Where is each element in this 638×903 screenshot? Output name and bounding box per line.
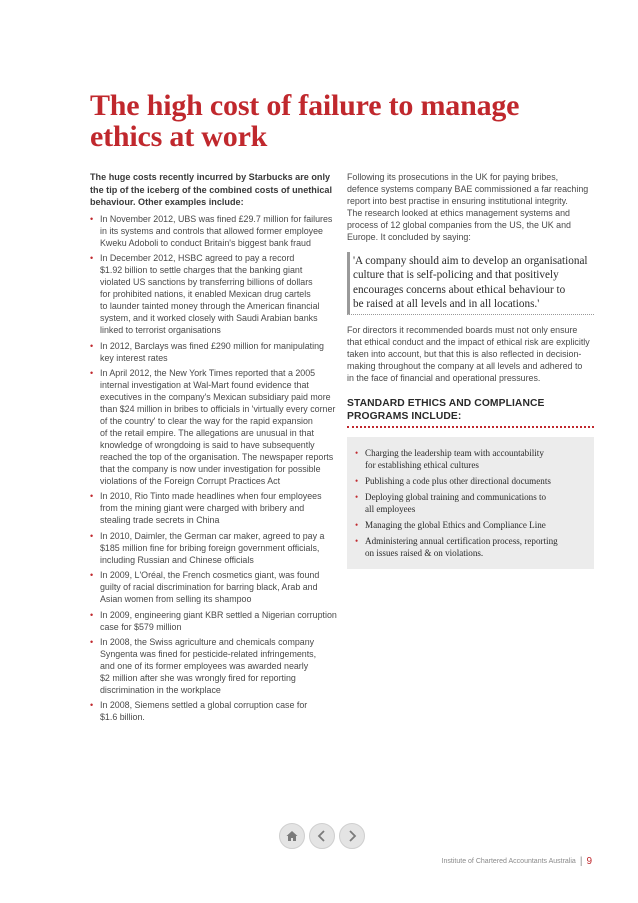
footer-org: Institute of Chartered Accountants Australia: [441, 858, 576, 865]
examples-list: [90, 213, 342, 724]
program-item-line: Publishing a code plus other directional documents: [365, 476, 551, 487]
bullet-icon: •: [90, 340, 94, 351]
program-item: [355, 535, 586, 559]
directors-line: making throughout the company at all levels and adhered to: [347, 361, 583, 372]
program-item: [355, 475, 586, 487]
dotted-divider: [347, 426, 594, 428]
example-item: [90, 530, 342, 566]
example-item-line: internal investigation at Wal-Mart found evidence that: [100, 379, 309, 390]
example-item-line: of the country' to clear the way for the rapid expansion: [100, 415, 313, 426]
bullet-icon: •: [355, 448, 359, 459]
example-item-line: violations of the Foreign Corrupt Practices Act: [100, 475, 281, 486]
directors-paragraph: [347, 324, 594, 384]
intro-line: report into best practise in ensuring institutional integrity.: [347, 196, 568, 206]
lead-line: behaviour. Other examples include:: [90, 197, 244, 208]
bullet-icon: •: [90, 491, 94, 502]
quote-line: culture that is self-policing and that positively: [353, 269, 559, 282]
example-item-line: In 2012, Barclays was fined £290 million for manipulating: [100, 340, 324, 351]
example-item: [90, 252, 342, 336]
example-item-line: Asian women from selling its shampoo: [100, 594, 252, 605]
example-item-line: $185 million fine for bribing foreign government officials,: [100, 542, 320, 553]
example-item-line: In November 2012, UBS was fined £29.7 million for failures: [100, 213, 333, 224]
lead-line: the tip of the iceberg of the combined costs of unethical: [90, 184, 333, 195]
example-item-line: $2 million after she was wrongly fired for reporting: [100, 672, 296, 683]
bullet-icon: •: [90, 253, 94, 264]
example-item-line: to launder tainted money through the American financial: [100, 301, 320, 312]
chevron-left-icon: [315, 829, 329, 843]
page-navigation: [279, 823, 365, 849]
example-item-line: than $24 million in bribes to officials in 'virtually every corner: [100, 403, 336, 414]
example-item: [90, 699, 342, 723]
bullet-icon: •: [90, 367, 94, 378]
intro-line: The research looked at ethics management systems and: [347, 208, 570, 218]
example-item-line: guilty of racial discrimination for barring black, Arab and: [100, 582, 318, 593]
right-column: [347, 171, 594, 569]
example-item-line: In 2010, Daimler, the German car maker, agreed to pay a: [100, 530, 325, 541]
example-item-line: In 2008, the Swiss agriculture and chemicals company: [100, 636, 315, 647]
directors-line: For directors it recommended boards must not only ensure: [347, 325, 578, 336]
example-item-line: of the retail empire. The allegations are unusual in that: [100, 427, 314, 438]
intro-line: defence systems company BAE commissioned a far reaching: [347, 184, 589, 194]
bullet-icon: •: [355, 536, 359, 547]
example-item-line: In 2009, L'Oréal, the French cosmetics giant, was found: [100, 570, 320, 581]
left-column: [90, 171, 342, 727]
example-item: [90, 340, 342, 364]
example-item-line: Kweku Adoboli to conduct Britain's biggest bank fraud: [100, 237, 311, 248]
programs-list: [355, 447, 586, 559]
programs-box: [347, 437, 594, 569]
program-item: [355, 447, 586, 471]
programs-heading: [347, 398, 594, 423]
directors-line: that ethical conduct and the impact of ethical risk are explicitly: [347, 337, 590, 348]
bullet-icon: •: [355, 492, 359, 503]
example-item-line: including Russian and Chinese officials: [100, 554, 254, 565]
program-item-line: Managing the global Ethics and Compliance Line: [365, 520, 546, 531]
title-line: ethics at work: [90, 120, 268, 153]
example-item: [90, 636, 342, 696]
program-item-line: on issues raised & on violations.: [365, 548, 484, 559]
example-item: [90, 609, 342, 633]
home-icon: [285, 829, 299, 843]
program-item-line: Administering annual certification process, reporting: [365, 536, 558, 547]
quote-line: be raised at all levels and in all locations.': [353, 297, 540, 310]
bullet-icon: •: [355, 476, 359, 487]
intro-line: process of 12 global companies from the US, the UK and: [347, 220, 571, 230]
heading-line: PROGRAMS INCLUDE:: [347, 410, 462, 422]
quote-line: 'A company should aim to develop an organisational: [353, 255, 588, 267]
program-item-line: for establishing ethical cultures: [365, 460, 479, 471]
title-line: The high cost of failure to manage: [90, 89, 520, 122]
pull-quote: [347, 252, 594, 315]
example-item-line: that the company is now under investigation for possible: [100, 463, 321, 474]
example-item-line: Syngenta was fined for pesticide-related infringements,: [100, 648, 317, 659]
program-item: [355, 491, 586, 515]
example-item-line: in its systems and controls that allowed former employee: [100, 225, 323, 236]
bullet-icon: •: [90, 213, 94, 224]
example-item: [90, 569, 342, 605]
example-item-line: executives in the company's Mexican subsidiary paid more: [100, 391, 331, 402]
example-item-line: In December 2012, HSBC agreed to pay a record: [100, 253, 295, 264]
example-item: [90, 213, 342, 249]
bullet-icon: •: [90, 609, 94, 620]
example-item-line: $1.92 billion to settle charges that the banking giant: [100, 265, 303, 276]
example-item-line: In 2008, Siemens settled a global corruption case for: [100, 700, 308, 711]
heading-line: STANDARD ETHICS AND COMPLIANCE: [347, 398, 545, 410]
example-item-line: reached the top of the organisation. The newspaper reports: [100, 451, 334, 462]
bullet-icon: •: [90, 700, 94, 711]
bullet-icon: •: [90, 530, 94, 541]
example-item-line: system, and it worked closely with Saudi Arabian banks: [100, 313, 318, 324]
example-item: [90, 490, 342, 526]
example-item-line: case for $579 million: [100, 621, 182, 632]
directors-line: taken into account, but that this is also reflected in decision-: [347, 349, 582, 360]
page-title: [90, 90, 570, 152]
example-item-line: discrimination in the workplace: [100, 684, 221, 695]
example-item-line: In April 2012, the New York Times reported that a 2005: [100, 367, 316, 378]
example-item-line: stealing trade secrets in China: [100, 515, 220, 526]
example-item-line: $1.6 billion.: [100, 712, 145, 723]
example-item-line: key interest rates: [100, 352, 168, 363]
example-item-line: and one of its former employees was awarded nearly: [100, 660, 309, 671]
example-item-line: linked to terrorist organisations: [100, 325, 221, 336]
intro-line: Europe. It concluded by saying:: [347, 232, 471, 242]
bullet-icon: •: [355, 520, 359, 531]
example-item-line: In 2010, Rio Tinto made headlines when four employees: [100, 491, 322, 502]
home-button[interactable]: [279, 823, 305, 849]
example-item-line: knowledge of wrongdoing is said to have subsequently: [100, 439, 315, 450]
directors-line: in the face of financial and operational pressures.: [347, 373, 541, 384]
example-item-line: for prohibited nations, it enabled Mexican drug cartels: [100, 289, 311, 300]
example-item-line: In 2009, engineering giant KBR settled a Nigerian corruption: [100, 609, 337, 620]
chevron-right-icon: [345, 829, 359, 843]
lead-line: The huge costs recently incurred by Starbucks are only: [90, 172, 331, 182]
lead-paragraph: [90, 171, 342, 209]
example-item-line: from the mining giant were charged with bribery and: [100, 503, 305, 514]
bullet-icon: •: [90, 570, 94, 581]
page-footer: [442, 856, 592, 867]
program-item-line: all employees: [365, 504, 416, 515]
program-item-line: Deploying global training and communications to: [365, 492, 547, 503]
program-item: [355, 519, 586, 531]
footer-separator: |: [579, 856, 583, 867]
intro-paragraph: [347, 171, 594, 243]
page-number: 9: [586, 856, 592, 867]
intro-line: Following its prosecutions in the UK for paying bribes,: [347, 172, 559, 182]
next-page-button[interactable]: [339, 823, 365, 849]
example-item: [90, 367, 342, 487]
example-item-line: violated US sanctions by transferring billions of dollars: [100, 277, 313, 288]
quote-line: encourages concerns about ethical behaviour to: [353, 283, 566, 296]
program-item-line: Charging the leadership team with accountability: [365, 448, 544, 459]
bullet-icon: •: [90, 636, 94, 647]
previous-page-button[interactable]: [309, 823, 335, 849]
